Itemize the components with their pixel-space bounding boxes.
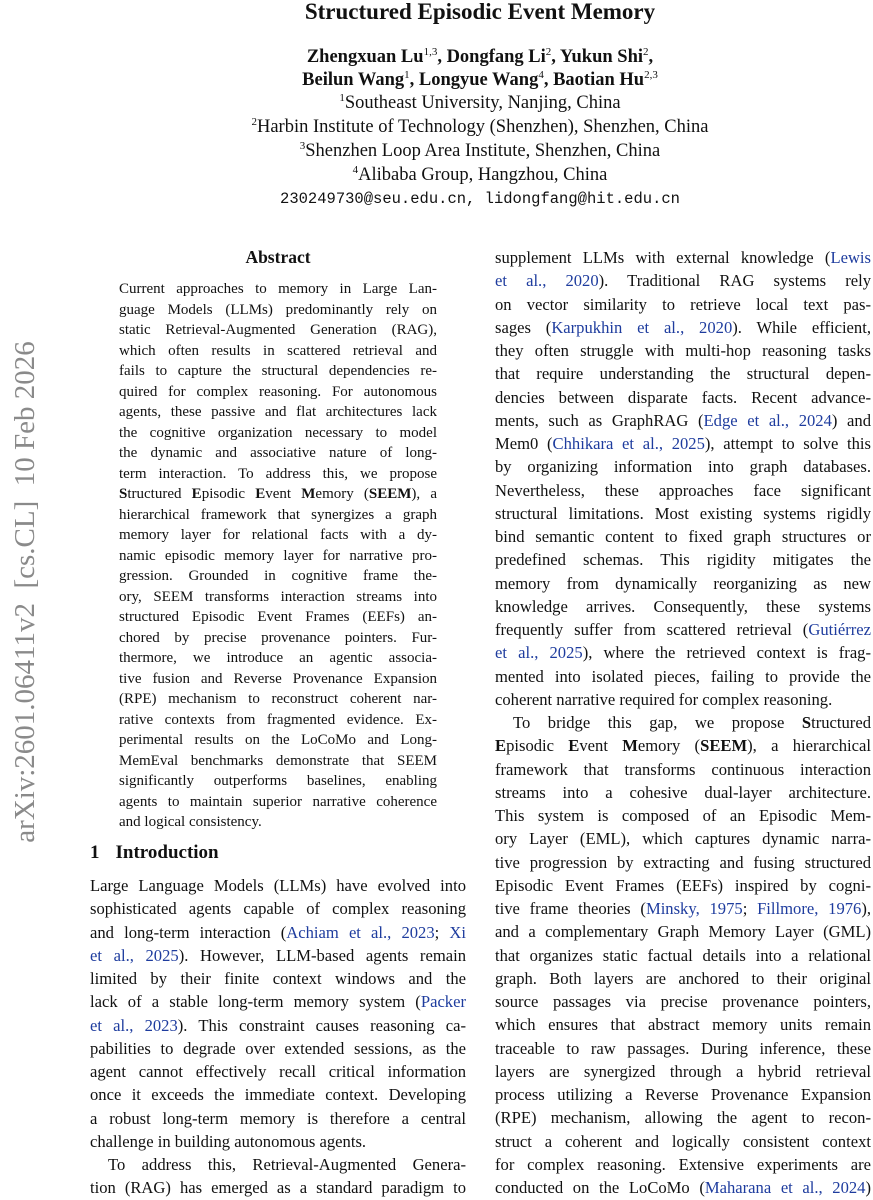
author-name: Baotian Hu [553, 70, 645, 90]
text-line [495, 781, 871, 804]
text-line [495, 711, 871, 734]
text-line [495, 688, 871, 711]
citation-link[interactable]: et al., 2023 [90, 1015, 178, 1035]
text-line [495, 548, 871, 571]
affiliation-number: 3 [299, 139, 306, 152]
text-line [495, 525, 871, 548]
text-run: pisodic [506, 736, 569, 756]
text-run: framework that transforms continuous interaction [495, 759, 871, 779]
text-line [119, 300, 437, 321]
text-run: fails to capture the structural dependencies re- [119, 363, 437, 379]
text-run: tive fusion and Reverse Provenance Expansion [119, 670, 437, 687]
text-line [495, 1013, 871, 1036]
text-run: bind semantic content to fixed graph structures or [495, 527, 871, 546]
text-line [495, 269, 871, 292]
citation-link[interactable]: Chhikara et al., 2025 [552, 434, 705, 453]
bold-text: E [568, 736, 580, 756]
text-run: traceable to raw passages. During inference, these [495, 1038, 871, 1058]
author-name: Longyue Wang [418, 70, 539, 90]
text-run: that require understanding the structural depen- [495, 364, 871, 384]
text-run: knowledge arrives. Consequently, these systems [495, 596, 871, 616]
text-run: Large Language Models (LLMs) have evolved into [90, 876, 466, 895]
text-run: MemEval benchmarks demonstrate that SEEM [119, 752, 437, 769]
author-name: Zhengxuan Lu [306, 47, 424, 67]
text-line [495, 1060, 871, 1083]
author-emails: 230249730@seu.edu.cn, lidongfang@hit.edu.cn [280, 190, 680, 208]
text-line [495, 293, 871, 316]
text-line [495, 734, 871, 757]
bold-text: M [301, 486, 316, 502]
text-line [119, 771, 437, 792]
text-run: sophisticated agents capable of complex reasoning [90, 899, 466, 919]
text-line [90, 874, 466, 897]
text-line [495, 409, 871, 432]
bold-text: E [191, 486, 202, 502]
text-line [495, 572, 871, 595]
text-run: dencies between disparate facts. Recent advance- [495, 387, 871, 407]
text-run: ). Traditional RAG systems rely [598, 271, 871, 291]
text-line [495, 1130, 871, 1153]
text-line [90, 1060, 466, 1083]
author-name: Beilun Wang [302, 70, 405, 90]
affiliation-marker: 2 [545, 45, 552, 58]
text-line [495, 804, 871, 827]
text-line [119, 751, 437, 772]
text-line [119, 320, 437, 341]
citation-link[interactable]: et al., 2025 [90, 945, 179, 965]
text-line [119, 566, 437, 587]
affiliation-marker: 1,3 [423, 45, 438, 58]
text-line [119, 443, 437, 464]
bold-text: E [495, 736, 507, 756]
affiliation-text: Shenzhen Loop Area Institute, Shenzhen, China [305, 141, 661, 161]
text-line [495, 944, 871, 967]
citation-link[interactable]: Achiam et al., 2023 [286, 922, 435, 942]
affiliation-number: 1 [339, 91, 345, 104]
text-run: agents to maintain superior narrative coherence [119, 793, 437, 810]
bold-text: S [119, 486, 128, 502]
text-run: term interaction. To address this, we propose [119, 465, 437, 482]
text-line [495, 665, 871, 688]
citation-link[interactable]: Xi [449, 922, 466, 942]
affiliation-text: Harbin Institute of Technology (Shenzhen), Shenzhen, China [256, 117, 709, 137]
citation-link[interactable]: et al., 2025 [495, 643, 583, 663]
citation-link[interactable]: Maharana et al., 2024 [704, 1178, 866, 1197]
text-run: chored by precise provenance pointers. Fur- [119, 629, 437, 646]
text-line [495, 758, 871, 781]
text-run: rative contexts from fragmented evidence. Ex- [119, 711, 437, 728]
text-line [495, 502, 871, 525]
affiliation-marker: 4 [538, 68, 544, 81]
author-name: Yukun Shi [559, 47, 644, 67]
text-run: agents, these passive and flat architectures lack [119, 404, 437, 420]
introduction-right-column [495, 246, 871, 1199]
text-run: This system is composed of an Episodic Mem- [495, 806, 871, 825]
text-run: ), [861, 899, 872, 918]
text-line [495, 1037, 871, 1060]
text-run: ments, such as GraphRAG ( [495, 410, 704, 430]
text-run: limited by their finite context windows and the [90, 969, 466, 988]
text-run: memory layer for relational facts with a dy- [119, 527, 437, 543]
bold-text: SEEM [700, 736, 748, 756]
text-line [495, 386, 871, 409]
text-run: and logical consistency. [119, 814, 262, 830]
text-run: ), a hierarchical [747, 736, 872, 756]
text-line [119, 279, 437, 300]
text-line [495, 339, 871, 362]
text-line [495, 851, 871, 874]
citation-link[interactable]: et al., 2020 [495, 271, 599, 291]
text-run: tive frame theories ( [495, 899, 646, 918]
text-line [119, 546, 437, 567]
text-run: ). This constraint causes reasoning ca- [177, 1015, 466, 1035]
text-run: Nevertheless, these approaches face significant [495, 480, 871, 500]
affiliation-text: Southeast University, Nanjing, China [344, 93, 621, 113]
affiliation [230, 140, 730, 163]
text-run: that organizes static factual details into a relational [495, 945, 871, 965]
affiliation [230, 92, 730, 115]
text-line [90, 1083, 466, 1106]
text-line [119, 628, 437, 649]
text-run: the dynamic and associative nature of long- [119, 445, 437, 461]
text-line [495, 641, 871, 664]
text-run: source passages via precise provenance pointers, [495, 992, 871, 1011]
text-line [90, 1130, 466, 1153]
text-run: thermore, we introduce an agentic associa- [119, 650, 437, 666]
introduction-left-column [90, 874, 466, 1200]
text-line [119, 792, 437, 813]
text-run: static Retrieval-Augmented Generation (RAG), [119, 322, 437, 338]
text-run: structured Episodic Event Frames (EEFs) an- [119, 609, 437, 625]
text-run: Mem0 ( [495, 434, 553, 453]
text-run: ) [865, 1178, 872, 1197]
text-run: quired for complex reasoning. For autonomous [119, 383, 437, 400]
text-line [119, 423, 437, 444]
text-line [90, 1176, 466, 1199]
text-line [90, 944, 466, 967]
text-run: vent [579, 736, 623, 756]
text-run: conducted on the LoCoMo ( [495, 1178, 705, 1197]
text-run: layers are synergized through a hybrid retrieval [495, 1061, 871, 1081]
citation-link[interactable]: Lewis [830, 248, 871, 267]
text-run: tive progression by extracting and fusing structured [495, 852, 871, 872]
text-line [495, 990, 871, 1013]
text-line [119, 382, 437, 403]
text-line [119, 710, 437, 731]
text-run: agent cannot effectively recall critical information [90, 1062, 466, 1081]
text-line [495, 246, 871, 269]
text-run: ), where the retrieved context is frag- [582, 643, 872, 663]
text-run: pisodic [201, 486, 256, 502]
text-run: struct a coherent and logically consistent context [495, 1131, 871, 1151]
text-run: tructured [811, 713, 871, 732]
text-run: perimental results on the LoCoMo and Long- [119, 732, 437, 748]
bold-text: M [622, 736, 638, 756]
paper-title: Structured Episodic Event Memory [304, 0, 656, 24]
affiliation-marker: 2,3 [644, 68, 658, 81]
text-run: To bridge this gap, we propose [513, 713, 802, 732]
text-run: tructured [127, 486, 192, 502]
text-run: ory, SEEM transforms interaction streams into [119, 588, 437, 605]
text-line [495, 1176, 871, 1199]
text-run: by organizing information into graph databases. [495, 457, 871, 477]
text-run: (RPE) mechanism to reconstruct coherent nar- [119, 691, 437, 707]
citation-link[interactable]: Fillmore, 1976 [757, 899, 862, 918]
citation-link[interactable]: Minsky, 1975 [645, 899, 743, 918]
text-run: sages ( [495, 317, 552, 337]
citation-link[interactable]: Packer [420, 992, 466, 1012]
text-run: ). While efficient, [732, 317, 871, 337]
bold-text: S [801, 713, 812, 732]
bold-text: SEEM [368, 486, 412, 502]
text-run: hierarchical framework that synergizes a graph [119, 506, 437, 523]
text-line [119, 730, 437, 751]
text-run: pabilities to degrade over extended sessions, as the [90, 1038, 466, 1058]
text-run: graph. Both layers are anchored to their original [495, 968, 871, 988]
text-line [119, 361, 437, 382]
text-run: supplement LLMs with external knowledge ( [495, 248, 831, 267]
author-name: Dongfang Li [446, 47, 546, 67]
text-run: which often results in scattered retrieval and [119, 342, 437, 359]
text-line [90, 897, 466, 920]
text-run: once it exceeds the immediate context. Developing [90, 1085, 466, 1105]
arxiv-stamp: arXiv:2601.06411v2 [cs.CL] 10 Feb 2026 [9, 341, 41, 843]
text-run: tion (RAG) has emerged as a standard paradigm to [90, 1178, 466, 1198]
text-run: predefined schemas. This rigidity mitigates the [495, 550, 871, 570]
text-line [495, 827, 871, 850]
text-run: gression. Grounded in cognitive frame the- [119, 568, 437, 584]
text-line [495, 432, 871, 455]
text-line [495, 618, 871, 641]
author-line-2: Beilun Wang$^1$, Longyue Wang$^4$, Baotian Hu$^{2,3}$ [302, 68, 658, 90]
text-line [90, 921, 466, 944]
text-run: ) and [831, 410, 871, 430]
text-line [119, 484, 437, 505]
text-run: structural limitations. Most existing systems rigidly [495, 503, 871, 523]
text-run: emory ( [315, 486, 369, 502]
text-run: challenge in building autonomous agents. [90, 1131, 367, 1151]
text-line [495, 1153, 871, 1176]
text-run: frequently suffer from scattered retrieval ( [495, 620, 809, 639]
text-line [119, 812, 437, 833]
text-run: the cognitive organization necessary to model [119, 424, 437, 441]
affiliation-marker: 1 [404, 68, 410, 81]
text-line [119, 689, 437, 710]
text-line [495, 920, 871, 943]
text-line [495, 455, 871, 478]
text-run: vent [265, 486, 302, 502]
bold-text: E [255, 486, 266, 502]
text-run: for complex reasoning. Extensive experiments are [495, 1154, 871, 1174]
text-run: ; [434, 922, 450, 942]
text-run: and a complementary Graph Memory Layer (GML) [495, 922, 871, 942]
text-run: namic episodic memory layer for narrative pro- [119, 547, 437, 564]
text-run: which ensures that abstract memory units remain [495, 1015, 871, 1035]
text-run: significantly outperforms baselines, enabling [119, 773, 437, 789]
text-line [119, 607, 437, 628]
text-line [119, 341, 437, 362]
text-run: lack of a stable long-term memory system ( [90, 992, 421, 1012]
text-run: a robust long-term memory is therefore a central [90, 1108, 466, 1128]
text-line [119, 402, 437, 423]
text-run: emory ( [637, 736, 701, 756]
text-line [90, 1014, 466, 1037]
citation-link[interactable]: Edge et al., 2024 [703, 410, 832, 430]
text-run: process utilizing a Reverse Provenance Expansion [495, 1085, 871, 1104]
section-number: 1 [90, 842, 100, 863]
text-line [90, 990, 466, 1013]
text-line [119, 525, 437, 546]
text-run: ), a [411, 486, 438, 502]
text-line [119, 505, 437, 526]
text-line [90, 1037, 466, 1060]
text-line [90, 1107, 466, 1130]
abstract-heading: Abstract [245, 247, 311, 267]
text-line [119, 587, 437, 608]
text-run: mented into isolated pieces, failing to provide the [495, 666, 871, 686]
text-run: ory Layer (EML), which captures dynamic narra- [495, 829, 871, 849]
section-heading-introduction [90, 841, 219, 865]
affiliation-number: 4 [352, 163, 359, 176]
affiliation [230, 164, 730, 187]
section-title: Introduction [115, 842, 219, 863]
text-run: streams into a cohesive dual-layer architecture. [495, 782, 871, 802]
text-line [495, 479, 871, 502]
text-line [90, 1153, 466, 1176]
text-run: guage Models (LLMs) predominantly rely on [119, 301, 437, 318]
text-run: and long-term interaction ( [90, 922, 287, 942]
text-run: coherent narrative required for complex reasoning. [495, 689, 833, 709]
text-run: ). However, LLM-based agents remain [178, 945, 466, 965]
text-line [495, 1083, 871, 1106]
text-line [495, 595, 871, 618]
text-line [119, 648, 437, 669]
text-run: on vector similarity to retrieve local text pas- [495, 294, 871, 314]
affiliation-text: Alibaba Group, Hangzhou, China [358, 165, 608, 185]
text-line [495, 967, 871, 990]
citation-link[interactable]: Karpukhin et al., 2020 [551, 317, 733, 337]
abstract-body [119, 279, 437, 833]
text-line [495, 897, 871, 920]
text-run: (RPE) mechanism, allowing the agent to recon- [495, 1108, 871, 1128]
text-line [495, 1106, 871, 1129]
text-run: ), attempt to solve this [704, 434, 871, 453]
text-line [495, 874, 871, 897]
text-line [495, 316, 871, 339]
text-run: Current approaches to memory in Large Lan- [119, 281, 437, 297]
text-run: they often struggle with multi-hop reasoning tasks [495, 341, 871, 360]
author-line-1: Zhengxuan Lu$^{1,3}$, Dongfang Li$^2$, Yukun Shi$^2$, [306, 45, 654, 67]
affiliation-marker: 2 [643, 45, 649, 58]
text-run: To address this, Retrieval-Augmented Genera- [108, 1155, 466, 1174]
text-line [119, 669, 437, 690]
text-run: memory from dynamically reorganizing as new [495, 573, 871, 593]
text-line [495, 362, 871, 385]
affiliation [230, 116, 730, 139]
affiliation-number: 2 [251, 115, 257, 128]
text-run: Episodic Event Frames (EEFs) inspired by cogni- [495, 875, 871, 895]
text-line [119, 464, 437, 485]
text-run: ; [742, 899, 758, 918]
text-line [90, 967, 466, 990]
citation-link[interactable]: Gutiérrez [808, 620, 871, 639]
